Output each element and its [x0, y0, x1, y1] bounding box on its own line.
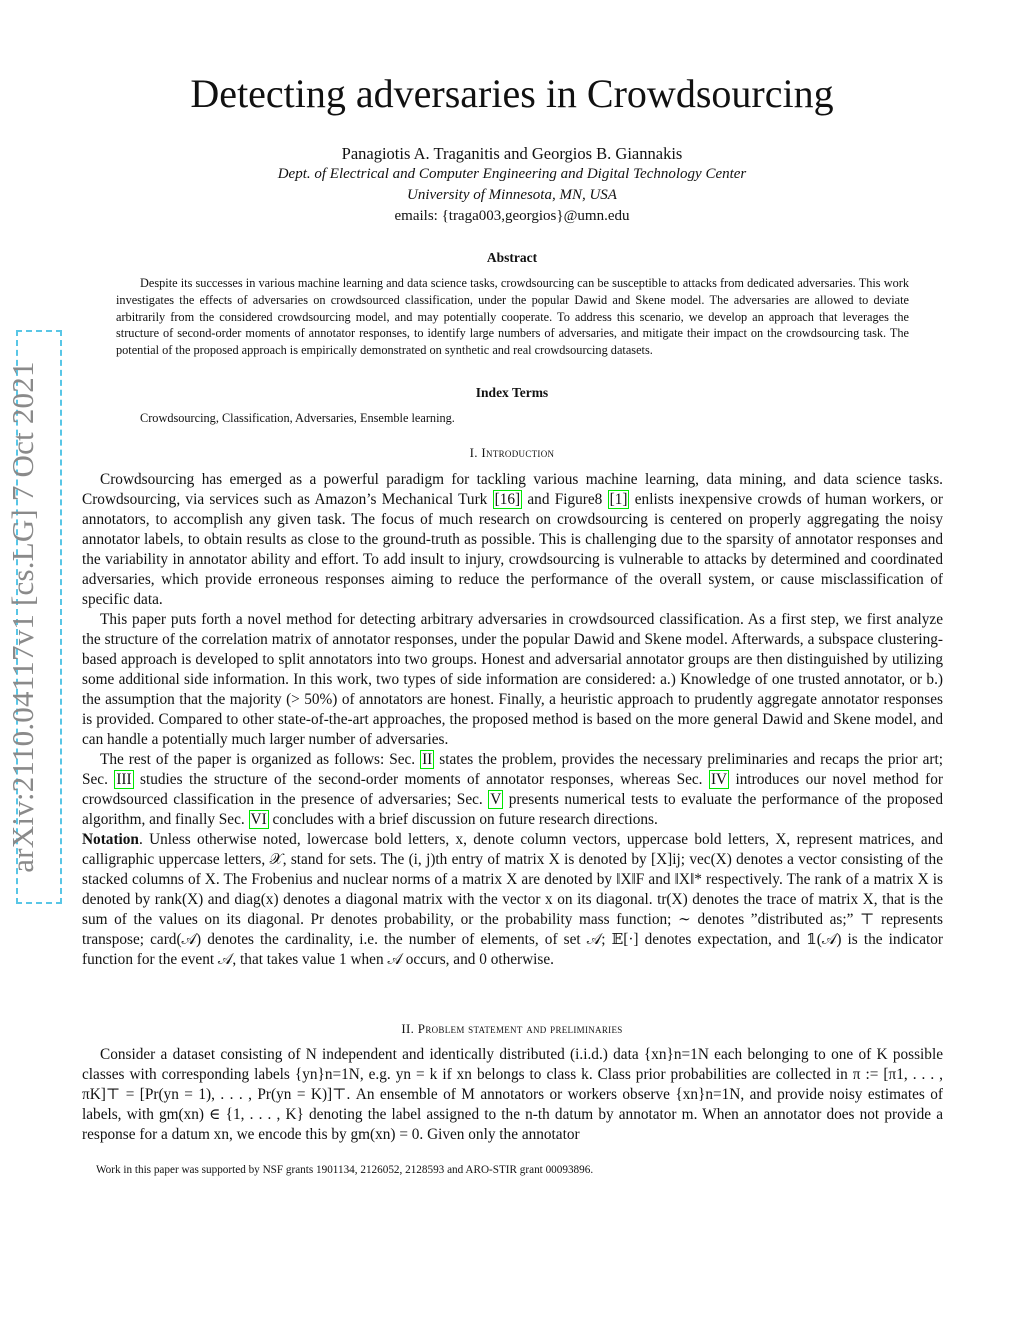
section-title: Introduction	[481, 445, 555, 460]
author-block	[82, 143, 942, 227]
footnote: Work in this paper was supported by NSF grants 1901134, 2126052, 2128593 and ARO-STIR grant 00093896.	[96, 1164, 594, 1176]
citation-link[interactable]: [16]	[494, 491, 521, 508]
problem-statement-body	[82, 1045, 943, 1145]
text-run: Crowdsourcing has emerged as a powerful paradigm for tackling various machine learning, data mining, and data science tasks. Crowdsourcing, via services such as Amazon’s Mechanical Turk	[82, 471, 943, 508]
text-run: The rest of the paper is organized as follows: Sec.	[100, 751, 421, 768]
section-link[interactable]: III	[116, 771, 132, 788]
affiliation-university: University of Minnesota, MN, USA	[407, 187, 617, 203]
index-terms-heading: Index Terms	[475, 385, 549, 400]
section-link[interactable]: VI	[250, 811, 267, 828]
index-terms-text: Crowdsourcing, Classification, Adversaries, Ensemble learning.	[140, 411, 455, 425]
authors: Panagiotis A. Traganitis and Georgios B. Giannakis	[341, 144, 683, 163]
section-title: Problem statement and preliminaries	[417, 1021, 623, 1036]
abstract-heading: Abstract	[486, 250, 538, 265]
notation-paragraph	[82, 830, 943, 970]
section-heading-problem-statement	[82, 1021, 942, 1037]
abstract-text: Despite its successes in various machine learning and data science tasks, crowdsourcing can be susceptible to attacks from dedicated adversaries. This work investigates the effects of adversaries on crowdsourced classification, under the popular Dawid and Skene model. The adversaries are allowed to deviate arbitrarily from the considered crowdsourcing model, and may potentially cooperate. To address this scenario, we develop an approach that leverages the structure of second-order moments of annotator responses, to identify large numbers of adversaries, and mitigate their impact on the crowdsourcing task. The potential of the proposed approach is empirically demonstrated on synthetic and real crowdsourcing datasets.	[116, 276, 909, 358]
paragraph: This paper puts forth a novel method for detecting arbitrary adversaries in crowdsourced classification. As a first step, we first analyze the structure of the correlation matrix of annotator responses, under the popular Dawid and Skene model. Afterwards, a subspace clustering-based approach is developed to split annotators into two groups. Honest and adversarial annotator groups are then distinguished by utilizing some additional side information. In this work, two types of side information are considered: a.) Knowledge of one trusted annotator, or b.) the assumption that the majority (> 50%) of annotators are honest. Finally, a heuristic approach to prudently aggregate annotator responses is provided. Compared to other state-of-the-art approaches, the proposed method is based on the more general Dawid and Skene model, and can handle a potentially much larger number of adversaries.	[82, 611, 943, 748]
text-run: introduces our novel method for crowdsourced classification in the presence of adversaries; Sec.	[82, 771, 943, 808]
text-run: studies the structure of the second-order moments of annotator responses, whereas Sec.	[133, 771, 709, 788]
citation-link[interactable]: [1]	[609, 491, 628, 508]
text-run: concludes with a brief discussion on future research directions.	[268, 811, 658, 828]
paper-title: Detecting adversaries in Crowdsourcing	[190, 71, 834, 116]
paragraph	[82, 470, 943, 610]
paragraph	[82, 750, 943, 830]
text-run: states the problem, provides the necessary preliminaries and recaps the prior art; Sec.	[82, 751, 943, 788]
section-number: I.	[469, 445, 478, 460]
section-link[interactable]: IV	[710, 771, 728, 788]
text-run: presents numerical tests to evaluate the performance of the proposed algorithm, and finally Sec.	[82, 791, 943, 828]
author-emails: emails: {traga003,georgios}@umn.edu	[394, 208, 630, 224]
text-run: . Unless otherwise noted, lowercase bold letters, x, denote column vectors, uppercase bold letters, X, represent matrices, and calligraphic uppercase letters, 𝒳, stand for sets. The (i, j)th entry of matrix X is denoted by [X]ij; vec(X) denotes a vector consisting of the stacked columns of X. The Frobenius and nuclear norms of a matrix X are denoted by ‖X‖F and ‖X‖* respectively. The rank of a matrix X is denoted by rank(X) and diag(x) denotes a diagonal matrix with the vector x on its diagonal. tr(X) denotes the trace of matrix X, that is the sum of the values on its diagonal. Pr denotes probability, or the probability mass function; ∼ denotes ”distributed as;” ⊤ represents transpose; card(𝒜) denotes the cardinality, i.e. the number of elements, of set 𝒜; 𝔼[·] denotes expectation, and 𝟙(𝒜) is the indicator function for the event 𝒜, that takes value 1 when 𝒜 occurs, and 0 otherwise.	[82, 831, 943, 968]
text-run: and Figure8	[522, 491, 608, 508]
notation-label: Notation	[82, 831, 139, 848]
section-link[interactable]: V	[490, 791, 502, 808]
paragraph: Consider a dataset consisting of N independent and identically distributed (i.i.d.) data {xn}n=1N each belonging to one of K possible classes with corresponding labels {yn}n=1N, e.g. yn = k if xn belongs to class k. Class prior probabilities are collected in π := [π1, . . . , πK]⊤ = [Pr(yn = 1), . . . , Pr(yn = K)]⊤. An ensemble of M annotators or workers observe {xn}n=1N, and provide noisy estimates of labels, with gm(xn) ∈ {1, . . . , K} denoting the label assigned to the n-th datum by annotator m. When an annotator does not provide a response for a datum xn, we encode this by gm(xn) = 0. Given only the annotator	[82, 1046, 943, 1143]
introduction-body	[82, 470, 943, 970]
section-number: II.	[401, 1021, 415, 1036]
arxiv-stamp[interactable]: arXiv:2110.04117v1 [cs.LG] 7 Oct 2021	[5, 361, 40, 873]
section-heading-introduction	[82, 445, 942, 461]
section-link[interactable]: II	[422, 751, 433, 768]
text-run: enlists inexpensive crowds of human workers, or annotators, to accomplish any given task. The focus of much research on crowdsourcing is centered on properly aggregating the noisy annotator labels, to obtain results as close to the ground-truth as possible. This is challenging due to the sparsity of annotator responses and the variability in annotator ability and effort. To add insult to injury, crowdsourcing is vulnerable to attacks by determined and coordinated adversaries, which provide erroneous responses aiming to reduce the performance of the overall system, or cause misclassification of specific data.	[82, 491, 944, 608]
affiliation-dept: Dept. of Electrical and Computer Engineering and Digital Technology Center	[277, 166, 747, 182]
